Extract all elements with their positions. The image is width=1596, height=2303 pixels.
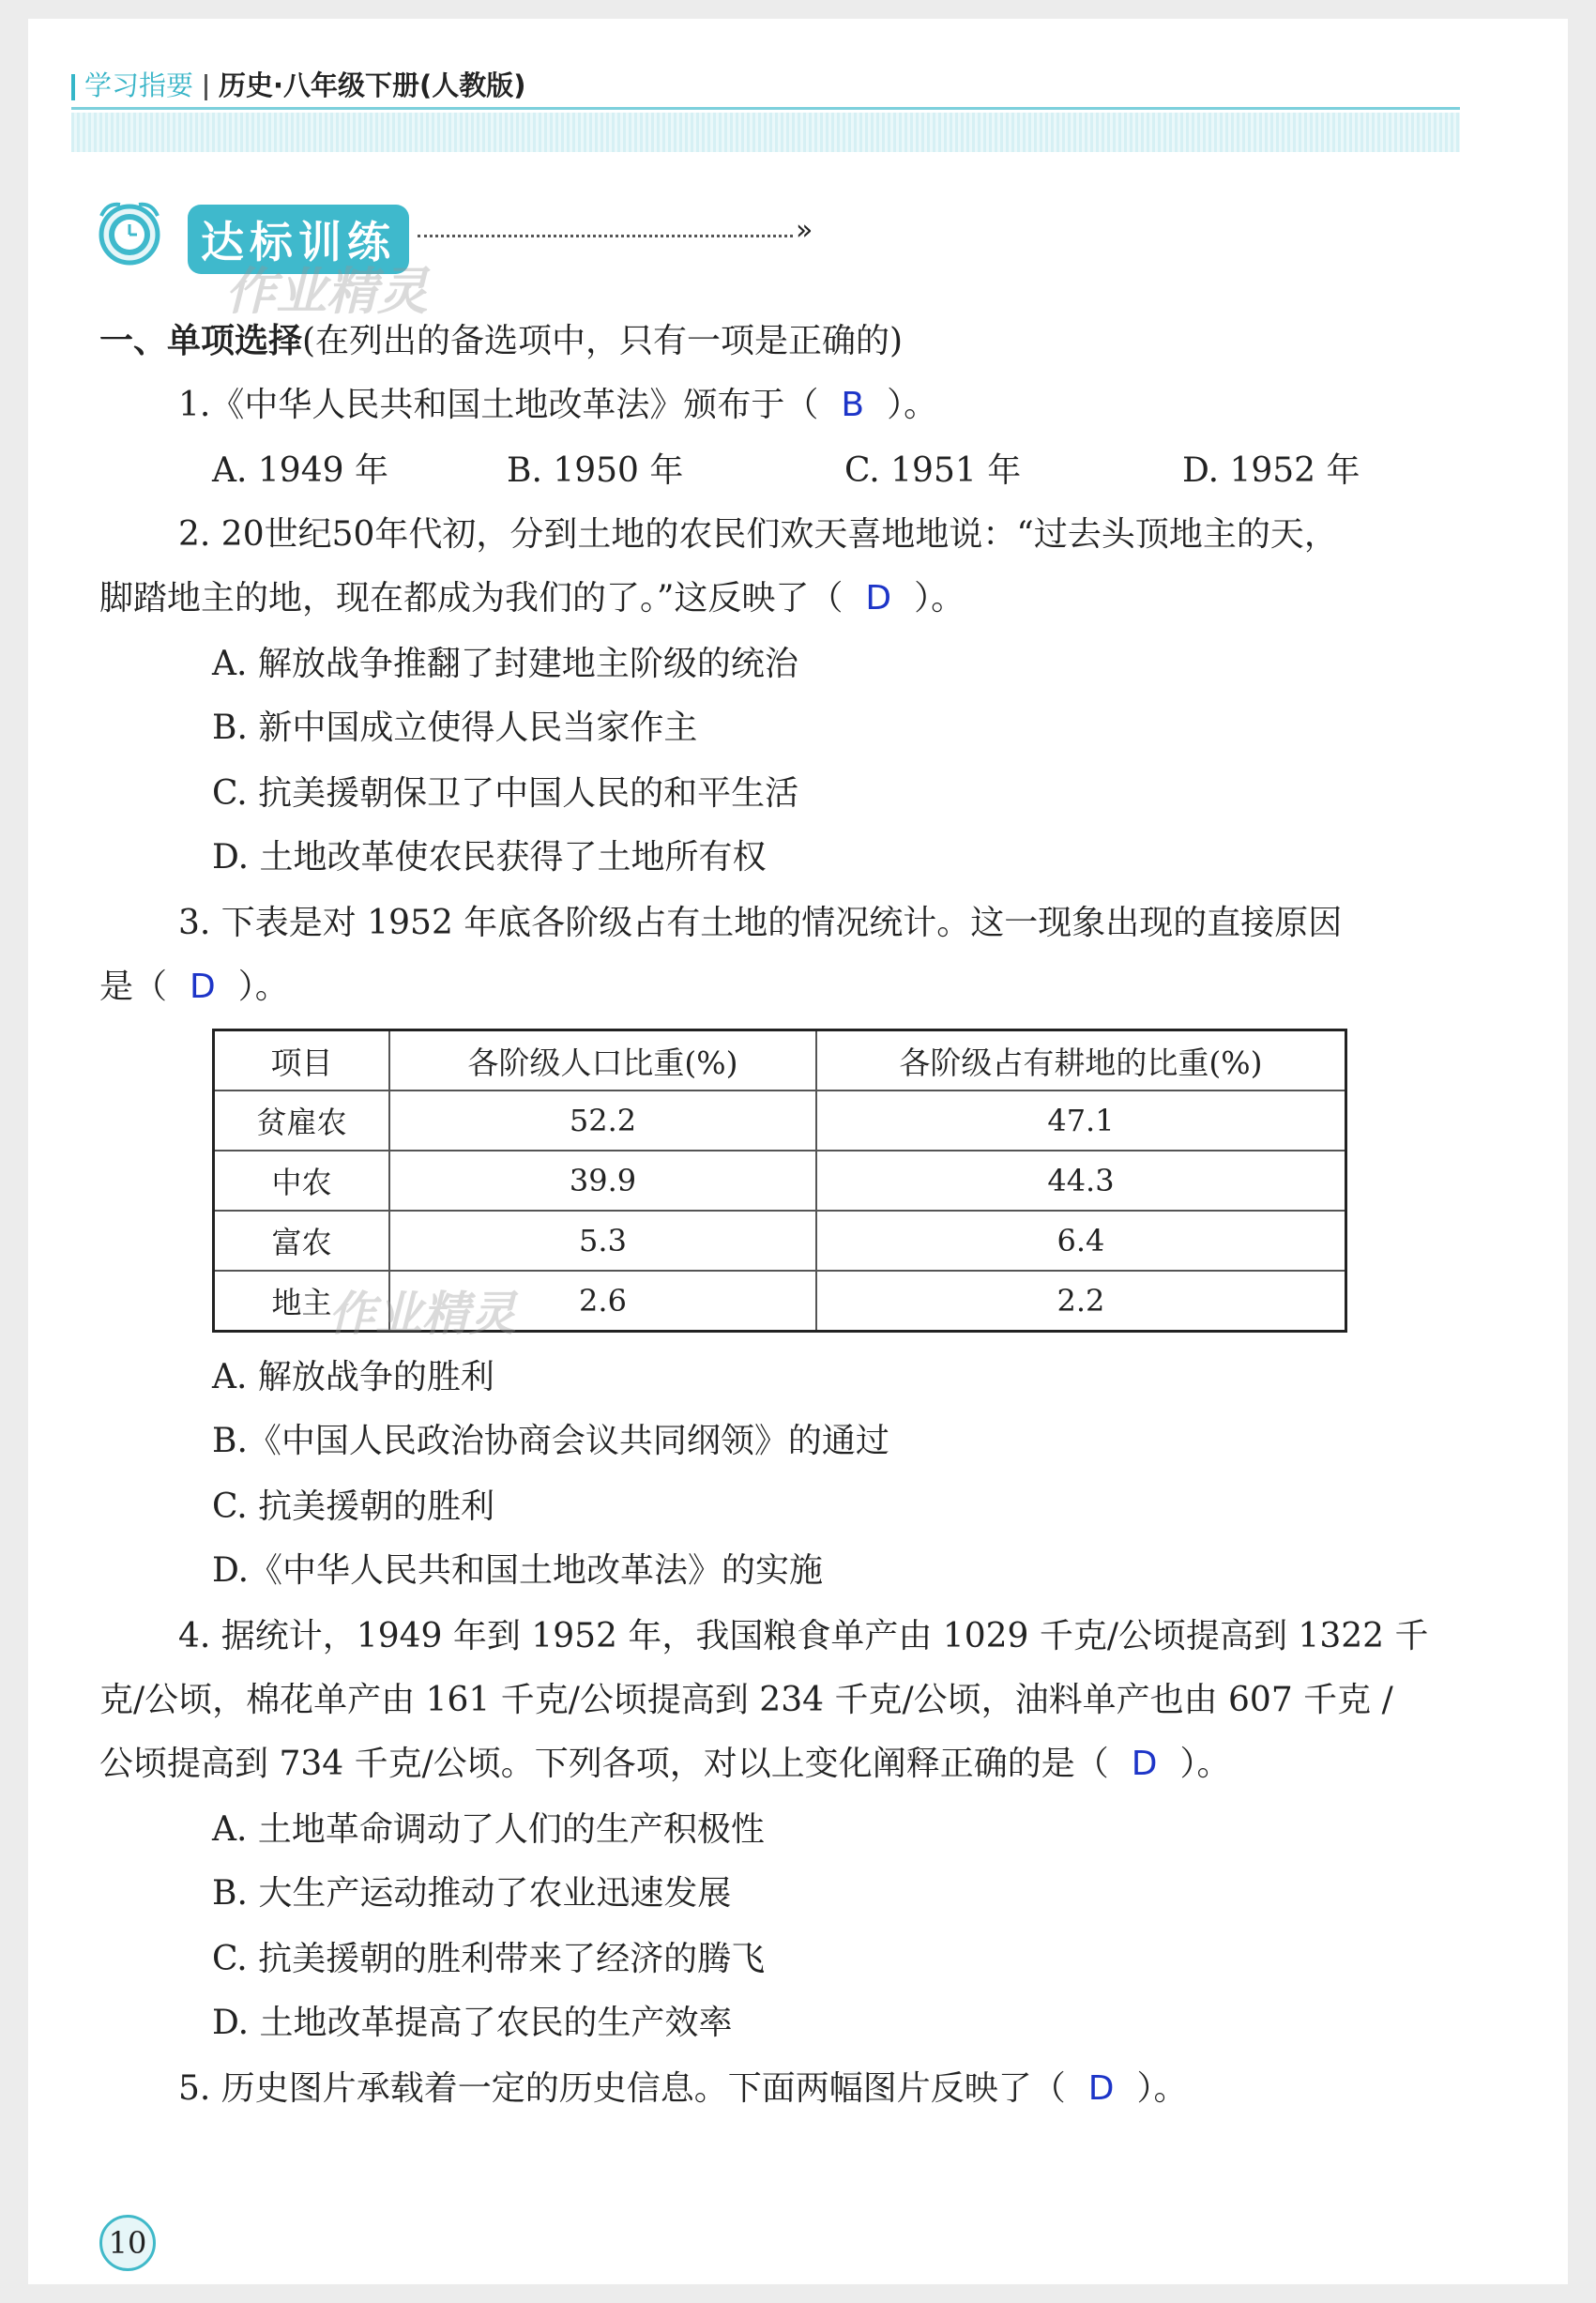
q3-answer: D — [190, 968, 216, 1006]
page-number: 10 — [99, 2215, 156, 2271]
q5-answer: D — [1087, 2069, 1115, 2108]
q3-option-c: C. 抗美援朝的胜利 — [212, 1487, 495, 1526]
q4-line-2: 克/公顷，棉花单产由 161 千克/公顷提高到 234 千克/公顷，油料单产也由 607 千克 / — [99, 1681, 1393, 1719]
table-cell: 5.3 — [389, 1211, 816, 1271]
q4-option-d: D. 土地改革提高了农民的生产效率 — [212, 2004, 733, 2042]
q3-option-a: A. 解放战争的胜利 — [212, 1358, 494, 1396]
q2-stem-end: ）。 — [914, 579, 965, 618]
q2-option-c: C. 抗美援朝保卫了中国人民的和平生活 — [212, 774, 799, 813]
q1-option-b: B. 1950 年 — [507, 451, 684, 490]
q2-stem: 脚踏地主的地，现在都成为我们的了。”这反映了（ — [99, 579, 844, 618]
q4-option-c: C. 抗美援朝的胜利带来了经济的腾飞 — [212, 1940, 766, 1978]
q2-line-1: 2. 20世纪50年代初，分到土地的农民们欢天喜地地说：“过去头顶地主的天， — [178, 515, 1338, 554]
table-row — [214, 1151, 1346, 1211]
table-header: 各阶级占有耕地的比重(%) — [816, 1030, 1346, 1091]
q3-line-1: 3. 下表是对 1952 年底各阶级占有土地的情况统计。这一现象出现的直接原因 — [178, 904, 1343, 942]
q3-option-b: B.《中国人民政治协商会议共同纲领》的通过 — [212, 1422, 889, 1460]
table-cell: 富农 — [214, 1211, 390, 1271]
q4-stem: 公顷提高到 734 千克/公顷。下列各项，对以上变化阐释正确的是（ — [99, 1745, 1109, 1783]
q4-option-b: B. 大生产运动推动了农业迅速发展 — [212, 1874, 732, 1913]
q4-option-a: A. 土地革命调动了人们的生产积极性 — [212, 1810, 765, 1849]
table-cell: 贫雇农 — [214, 1090, 390, 1151]
table-header: 各阶级人口比重(%) — [389, 1030, 816, 1091]
header-separator — [205, 74, 207, 100]
q4-stem-end: ）。 — [1179, 1745, 1231, 1783]
header-band — [71, 113, 1460, 152]
q3-line-2 — [99, 965, 289, 1010]
q1-stem-end: ）。 — [887, 386, 938, 424]
q4-answer: D — [1131, 1745, 1158, 1783]
q2-option-a: A. 解放战争推翻了封建地主阶级的统治 — [212, 645, 798, 683]
table-cell: 44.3 — [816, 1151, 1346, 1211]
q5-stem: 5. 历史图片承载着一定的历史信息。下面两幅图片反映了（ — [178, 2069, 1066, 2108]
watermark: 作业精灵 — [328, 1287, 516, 1341]
header-subject: 历史·八年级下册(人教版) — [219, 69, 526, 101]
table-cell: 47.1 — [816, 1090, 1346, 1151]
q2-line-2 — [99, 576, 965, 621]
q2-option-b: B. 新中国成立使得人民当家作主 — [212, 709, 698, 747]
q4-line-3 — [99, 1742, 1230, 1787]
section-title: 一、单项选择 — [99, 322, 303, 360]
table-cell: 2.2 — [816, 1271, 1346, 1332]
question-1 — [178, 383, 937, 428]
q2-option-d: D. 土地改革使农民获得了土地所有权 — [212, 838, 767, 877]
q4-line-1: 4. 据统计，1949 年到 1952 年，我国粮食单产由 1029 千克/公顷提高到 1322 千 — [178, 1617, 1429, 1655]
watermark: 作业精灵 — [225, 262, 428, 321]
q1-option-a: A. 1949 年 — [212, 451, 388, 490]
q3-option-d: D.《中华人民共和国土地改革法》的实施 — [212, 1551, 824, 1590]
section-note: (在列出的备选项中，只有一项是正确的) — [302, 322, 904, 360]
table-cell: 中农 — [214, 1151, 390, 1211]
q1-option-c: C. 1951 年 — [844, 451, 1022, 490]
table-cell: 6.4 — [816, 1211, 1346, 1271]
table-cell: 地主 — [214, 1271, 390, 1332]
table-cell: 39.9 — [389, 1151, 816, 1211]
table-cell: 2.6 — [389, 1271, 816, 1332]
q1-answer: B — [841, 386, 865, 424]
table-cell: 52.2 — [389, 1090, 816, 1151]
q3-stem-end: ）。 — [237, 968, 289, 1006]
header-accent-bar — [71, 74, 75, 100]
question-5 — [178, 2067, 1188, 2112]
dotted-leader — [418, 235, 793, 237]
table-row — [214, 1090, 1346, 1151]
q1-option-d: D. 1952 年 — [1182, 451, 1360, 490]
q1-stem: 1.《中华人民共和国土地改革法》颁布于（ — [178, 386, 819, 424]
q3-stem: 是（ — [99, 968, 168, 1006]
table-header: 项目 — [214, 1030, 390, 1091]
table-row — [214, 1211, 1346, 1271]
section-heading — [99, 319, 903, 364]
leader-arrow: » — [796, 214, 813, 247]
header-brand: 学习指要 — [84, 69, 194, 101]
table-header-row — [214, 1030, 1346, 1091]
q2-answer: D — [865, 579, 892, 618]
banner-title: 达标训练 — [188, 205, 409, 274]
alarm-clock-icon — [94, 197, 165, 268]
running-header — [71, 64, 1460, 110]
q5-stem-end: ）。 — [1136, 2069, 1188, 2108]
